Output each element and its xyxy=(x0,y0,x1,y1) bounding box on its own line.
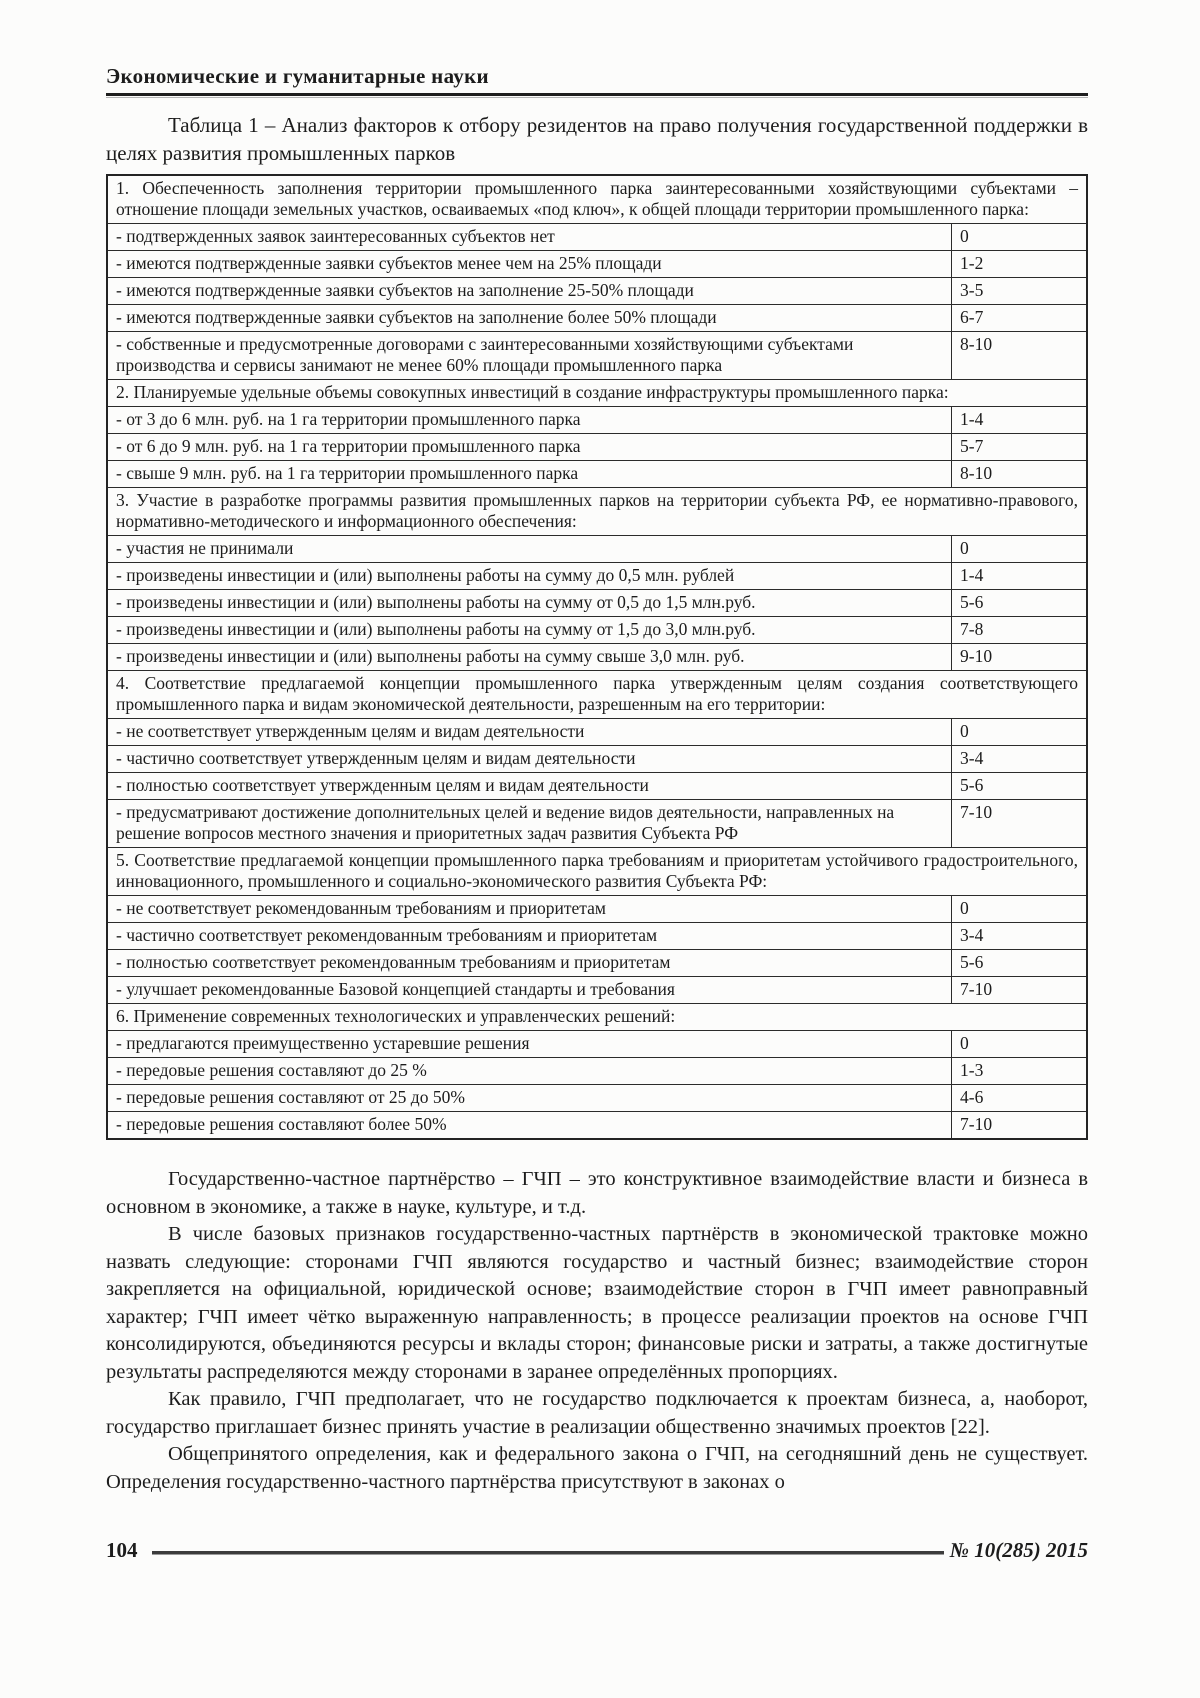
criterion-text-cell: - свыше 9 млн. руб. на 1 га территории промышленного парка xyxy=(107,461,952,488)
criterion-text-cell: - участия не принимали xyxy=(107,536,952,563)
score-cell: 3-4 xyxy=(952,746,1088,773)
page-number: 104 xyxy=(106,1538,138,1562)
score-cell: 7-10 xyxy=(952,977,1088,1004)
criterion-text-cell: - передовые решения составляют от 25 до 50% xyxy=(107,1085,952,1112)
table-item-row xyxy=(107,950,1087,977)
body-paragraph: Государственно-частное партнёрство – ГЧП – это конструктивное взаимодействие власти и бизнеса в основном в экономике, а также в науке, культуре, и т.д. xyxy=(106,1168,1088,1218)
table-item-row xyxy=(107,617,1087,644)
criterion-text-cell: - от 6 до 9 млн. руб. на 1 га территории промышленного парка xyxy=(107,434,952,461)
score-cell: 7-10 xyxy=(952,800,1088,848)
table-item-row xyxy=(107,800,1087,848)
table-item-row xyxy=(107,1112,1087,1140)
body-paragraph: В числе базовых признаков государственно-частных партнёрств в экономической трактовке можно назвать следующие: сторонами ГЧП являются государство и частный бизнес; взаимодействие сторон закрепляется на официальной, юридической основе; взаимодействие сторон в ГЧП имеет равноправный характер; ГЧП имеет чётко выраженную направленность; в процессе реализации проектов на основе ГЧП консолидируются, объединяются ресурсы и вклады сторон; финансовые риски и затраты, а также достигнутые результаты распределяются между сторонами в заранее определённых пропорциях. xyxy=(106,1223,1088,1383)
table-item-row xyxy=(107,773,1087,800)
criterion-text-cell: - передовые решения составляют до 25 % xyxy=(107,1058,952,1085)
table-item-row xyxy=(107,590,1087,617)
table-item-row xyxy=(107,434,1087,461)
criterion-text-cell: - подтвержденных заявок заинтересованных субъектов нет xyxy=(107,224,952,251)
criterion-text-cell: - произведены инвестиции и (или) выполнены работы на сумму от 0,5 до 1,5 млн.руб. xyxy=(107,590,952,617)
header-rule xyxy=(106,93,1088,96)
table-item-row xyxy=(107,1085,1087,1112)
table-item-row xyxy=(107,332,1087,380)
score-cell: 0 xyxy=(952,224,1088,251)
criterion-text-cell: - не соответствует утвержденным целям и видам деятельности xyxy=(107,719,952,746)
table-item-row xyxy=(107,305,1087,332)
body-text xyxy=(106,1166,1088,1496)
table-section-row xyxy=(107,488,1087,536)
criterion-text-cell: - полностью соответствует утвержденным целям и видам деятельности xyxy=(107,773,952,800)
table-section-row xyxy=(107,848,1087,896)
score-cell: 8-10 xyxy=(952,332,1088,380)
criterion-text-cell: - имеются подтвержденные заявки субъектов на заполнение более 50% площади xyxy=(107,305,952,332)
table-item-row xyxy=(107,644,1087,671)
table-item-row xyxy=(107,746,1087,773)
score-cell: 4-6 xyxy=(952,1085,1088,1112)
score-cell: 5-6 xyxy=(952,590,1088,617)
criterion-text-cell: - частично соответствует утвержденным целям и видам деятельности xyxy=(107,746,952,773)
table-item-row xyxy=(107,461,1087,488)
criterion-text-cell: - от 3 до 6 млн. руб. на 1 га территории промышленного парка xyxy=(107,407,952,434)
table-item-row xyxy=(107,278,1087,305)
criterion-text-cell: - произведены инвестиции и (или) выполнены работы на сумму до 0,5 млн. рублей xyxy=(107,563,952,590)
score-cell: 1-3 xyxy=(952,1058,1088,1085)
score-cell: 3-4 xyxy=(952,923,1088,950)
criterion-section-cell: 1. Обеспеченность заполнения территории промышленного парка заинтересованными хозяйствующими субъектами – отношение площади земельных участков, осваиваемых «под ключ», к общей площади территории промышленного парка: xyxy=(107,175,1087,224)
criterion-text-cell: - имеются подтвержденные заявки субъектов менее чем на 25% площади xyxy=(107,251,952,278)
criterion-text-cell: - передовые решения составляют более 50% xyxy=(107,1112,952,1140)
criterion-text-cell: - не соответствует рекомендованным требованиям и приоритетам xyxy=(107,896,952,923)
table-item-row xyxy=(107,407,1087,434)
score-cell: 0 xyxy=(952,896,1088,923)
running-header: Экономические и гуманитарные науки xyxy=(106,64,489,88)
footer-rule xyxy=(152,1551,944,1555)
score-cell: 1-4 xyxy=(952,407,1088,434)
table-caption: Таблица 1 – Анализ факторов к отбору резидентов на право получения государственной поддержки в целях развития промышленных парков xyxy=(106,113,1088,165)
score-cell: 5-7 xyxy=(952,434,1088,461)
criterion-text-cell: - произведены инвестиции и (или) выполнены работы на сумму от 1,5 до 3,0 млн.руб. xyxy=(107,617,952,644)
score-cell: 0 xyxy=(952,536,1088,563)
criterion-text-cell: - имеются подтвержденные заявки субъектов на заполнение 25-50% площади xyxy=(107,278,952,305)
table-item-row xyxy=(107,1031,1087,1058)
score-cell: 0 xyxy=(952,719,1088,746)
criterion-section-cell: 3. Участие в разработке программы развития промышленных парков на территории субъекта РФ, ее нормативно-правового, нормативно-методического и информационного обеспечения: xyxy=(107,488,1087,536)
header-rule-shadow xyxy=(106,97,1088,98)
table-section-row xyxy=(107,175,1087,224)
score-cell: 0 xyxy=(952,1031,1088,1058)
table-item-row xyxy=(107,224,1087,251)
criterion-section-cell: 6. Применение современных технологических и управленческих решений: xyxy=(107,1004,1087,1031)
table-item-row xyxy=(107,1058,1087,1085)
criterion-text-cell: - предусматривают достижение дополнительных целей и ведение видов деятельности, направленных на решение вопросов местного значения и приоритетных задач развития Субъекта РФ xyxy=(107,800,952,848)
score-cell: 1-2 xyxy=(952,251,1088,278)
criterion-text-cell: - собственные и предусмотренные договорами с заинтересованными хозяйствующими субъектами производства и сервисы занимают не менее 60% площади промышленного парка xyxy=(107,332,952,380)
score-cell: 7-10 xyxy=(952,1112,1088,1140)
criterion-text-cell: - улучшает рекомендованные Базовой концепцией стандарты и требования xyxy=(107,977,952,1004)
table-item-row xyxy=(107,923,1087,950)
score-cell: 6-7 xyxy=(952,305,1088,332)
table-item-row xyxy=(107,977,1087,1004)
table-item-row xyxy=(107,251,1087,278)
table-section-row xyxy=(107,1004,1087,1031)
table-item-row xyxy=(107,536,1087,563)
score-cell: 5-6 xyxy=(952,773,1088,800)
table-section-row xyxy=(107,671,1087,719)
score-cell: 9-10 xyxy=(952,644,1088,671)
table-item-row xyxy=(107,563,1087,590)
journal-issue-label: № 10(285) 2015 xyxy=(949,1538,1088,1562)
score-cell: 1-4 xyxy=(952,563,1088,590)
score-cell: 5-6 xyxy=(952,950,1088,977)
factors-table xyxy=(106,174,1088,1140)
body-paragraph: Как правило, ГЧП предполагает, что не государство подключается к проектам бизнеса, а, наоборот, государство приглашает бизнес принять участие в реализации общественно значимых проектов [22]. xyxy=(106,1388,1088,1438)
table-item-row xyxy=(107,719,1087,746)
page-footer xyxy=(106,1538,1088,1563)
criterion-text-cell: - произведены инвестиции и (или) выполнены работы на сумму свыше 3,0 млн. руб. xyxy=(107,644,952,671)
score-cell: 7-8 xyxy=(952,617,1088,644)
body-paragraph: Общепринятого определения, как и федерального закона о ГЧП, на сегодняшний день не существует. Определения государственно-частного партнёрства присутствуют в законах о xyxy=(106,1443,1088,1493)
score-cell: 8-10 xyxy=(952,461,1088,488)
criterion-text-cell: - полностью соответствует рекомендованным требованиям и приоритетам xyxy=(107,950,952,977)
factors-table-body xyxy=(107,175,1087,1139)
table-item-row xyxy=(107,896,1087,923)
criterion-text-cell: - предлагаются преимущественно устаревшие решения xyxy=(107,1031,952,1058)
criterion-section-cell: 2. Планируемые удельные объемы совокупных инвестиций в создание инфраструктуры промышленного парка: xyxy=(107,380,1087,407)
criterion-section-cell: 5. Соответствие предлагаемой концепции промышленного парка требованиям и приоритетам устойчивого градостроительного, инновационного, промышленного и социально-экономического развития Субъекта РФ: xyxy=(107,848,1087,896)
criterion-text-cell: - частично соответствует рекомендованным требованиям и приоритетам xyxy=(107,923,952,950)
table-section-row xyxy=(107,380,1087,407)
criterion-section-cell: 4. Соответствие предлагаемой концепции промышленного парка утвержденным целям создания соответствующего промышленного парка и видам экономической деятельности, разрешенным на его территории: xyxy=(107,671,1087,719)
score-cell: 3-5 xyxy=(952,278,1088,305)
